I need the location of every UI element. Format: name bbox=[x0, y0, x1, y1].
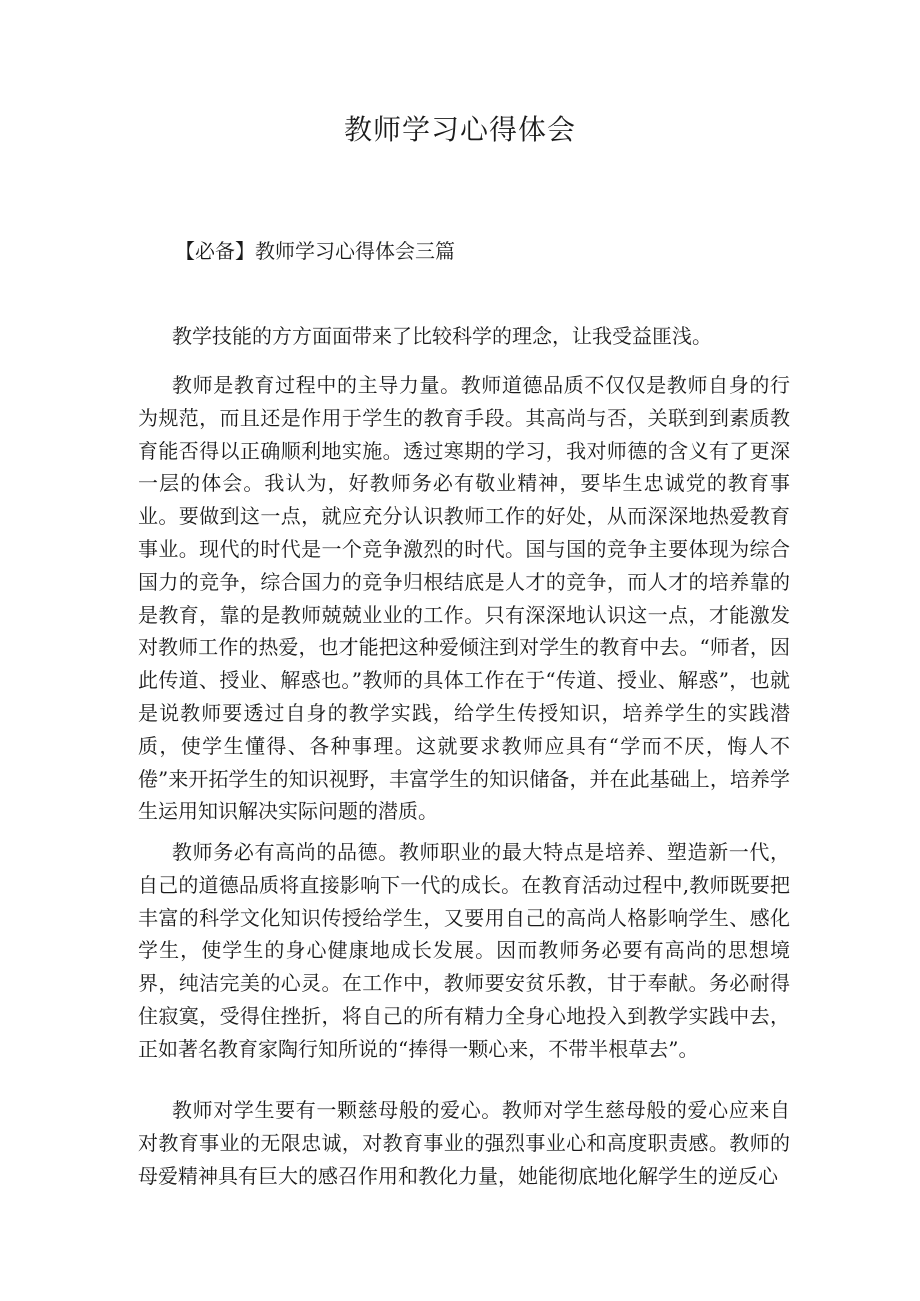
page-title: 教师学习心得体会 bbox=[343, 113, 576, 146]
paragraph: 教学技能的方方面面带来了比较科学的理念，让我受益匪浅。 bbox=[172, 324, 712, 348]
paragraph: 教师务必有高尚的品德。教师职业的最大特点是培养、塑造新一代，自己的道德品质将直接影响下一代的成长。在教育活动过程中,教师既要把丰富的科学文化知识传授给学生，又要用自己的高尚人格影响学生、感化学生，使学生的身心健康地成长发展。因而教师务必要有高尚的思想境界，纯洁完美的心灵。在工作中，教师要安贫乐教，甘于奉献。务必耐得住寂寞，受得住挫折，将自己的所有精力全身心地投入到教学实践中去，正如著名教育家陶行知所说的“捧得一颗心来，不带半根草去”。 bbox=[138, 840, 790, 1061]
paragraph: 教师对学生要有一颗慈母般的爱心。教师对学生慈母般的爱心应来自对教育事业的无限忠诚，对教育事业的强烈事业心和高度职责感。教师的母爱精神具有巨大的感召作用和教化力量，她能彻底地化解学生的逆反心 bbox=[138, 1098, 790, 1188]
paragraph: 教师是教育过程中的主导力量。教师道德品质不仅仅是教师自身的行为规范，而且还是作用于学生的教育手段。其高尚与否，关联到到素质教育能否得以正确顺利地实施。透过寒期的学习，我对师德的含义有了更深一层的体会。我认为，好教师务必有敬业精神，要毕生忠诚党的教育事业。要做到这一点，就应充分认识教师工作的好处，从而深深地热爱教育事业。现代的时代是一个竞争激烈的时代。国与国的竞争主要体现为综合国力的竞争，综合国力的竞争归根结底是人才的竞争，而人才的培养靠的是教育，靠的是教师兢兢业业的工作。只有深深地认识这一点，才能激发对教师工作的热爱，也才能把这种爱倾注到对学生的教育中去。“师者，因此传道、授业、解惑也。”教师的具体工作在于“传道、授业、解惑”，也就是说教师要透过自身的教学实践，给学生传授知识，培养学生的实践潜质，使学生懂得、各种事理。这就要求教师应具有“学而不厌，悔人不倦”来开拓学生的知识视野，丰富学生的知识储备，并在此基础上，培养学生运用知识解决实际问题的潜质。 bbox=[138, 373, 790, 824]
document-subtitle: 【必备】教师学习心得体会三篇 bbox=[175, 239, 455, 263]
